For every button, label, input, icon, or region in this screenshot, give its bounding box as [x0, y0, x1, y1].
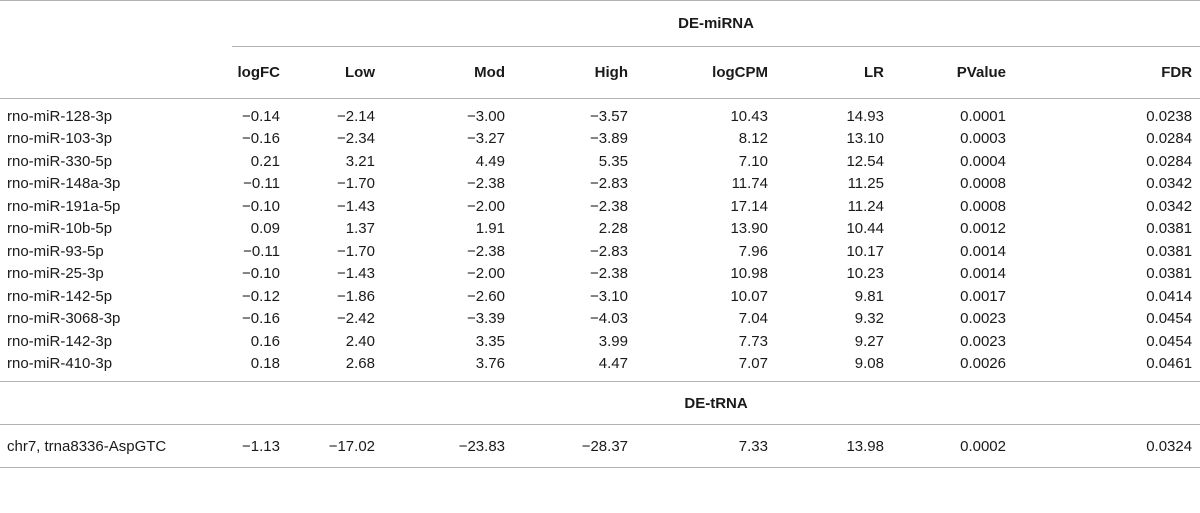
empty-section-cell	[0, 382, 232, 425]
table-cell: 0.0008	[960, 197, 1006, 215]
table-cell: 13.10	[846, 130, 884, 148]
row-label: chr7, trna8336-AspGTC	[0, 425, 232, 468]
table-cell: 8.12	[738, 130, 768, 148]
table-cell: 7.33	[675, 425, 815, 468]
table-cell: 0.0324	[1072, 425, 1200, 468]
table-cell: 0.0008	[960, 175, 1006, 193]
row-label: rno-miR-142-5p	[7, 287, 113, 305]
row-label: rno-miR-330-5p	[7, 152, 113, 170]
table-cell: −17.02	[327, 425, 422, 468]
table-cell: 0.0002	[935, 425, 1072, 468]
table-cell: −2.38	[590, 197, 628, 215]
table-cell: −3.57	[590, 107, 628, 125]
row-label-header	[0, 47, 232, 99]
table-cell: 0.09	[250, 220, 280, 238]
row-label: rno-miR-25-3p	[7, 265, 104, 283]
table-cell: −1.70	[337, 175, 375, 193]
table-row	[0, 425, 1200, 468]
table-cell: 11.74	[731, 175, 768, 193]
table-cell: −0.12	[242, 287, 280, 305]
table-cell: 11.25	[847, 175, 884, 193]
table-cell: −3.89	[590, 130, 628, 148]
table-cell: 0.0023	[960, 310, 1006, 328]
table-cell: 3.99	[598, 332, 628, 350]
table-row	[0, 195, 1200, 218]
table-cell: −2.38	[467, 242, 505, 260]
table-cell: 10.43	[730, 107, 768, 125]
table-cell: 0.0454	[1146, 310, 1193, 328]
table-cell: 1.91	[475, 220, 505, 238]
table-cell: −1.70	[337, 242, 375, 260]
table-cell: 5.35	[598, 152, 628, 170]
table-cell: 0.16	[250, 332, 280, 350]
table-cell: 0.0284	[1146, 152, 1193, 170]
table-row	[0, 240, 1200, 263]
table-cell: 2.28	[598, 220, 628, 238]
table-row	[0, 308, 1200, 331]
table-cell: 0.0017	[960, 287, 1006, 305]
table-cell: 0.0381	[1146, 220, 1193, 238]
col-header-pvalue: PValue	[956, 64, 1006, 81]
column-header-row	[0, 47, 1200, 99]
table-cell: 0.0381	[1146, 242, 1193, 260]
de-mirna-group-header: DE-miRNA	[232, 1, 1200, 47]
table-cell: −2.00	[467, 265, 505, 283]
table-cell: 13.90	[730, 220, 768, 238]
table-cell: −0.10	[242, 197, 280, 215]
table-cell: 0.0342	[1146, 175, 1193, 193]
table-cell: 3.21	[345, 152, 375, 170]
table-cell: 7.04	[738, 310, 768, 328]
table-cell: 7.73	[738, 332, 768, 350]
table-cell: −28.37	[552, 425, 675, 468]
table-cell: 0.0454	[1146, 332, 1193, 350]
table-row	[0, 218, 1200, 241]
table-cell: −1.86	[337, 287, 375, 305]
table-cell: −2.60	[467, 287, 505, 305]
row-label: rno-miR-410-3p	[7, 355, 113, 373]
table-cell: 0.0012	[960, 220, 1006, 238]
table-cell: −2.83	[590, 175, 628, 193]
table-cell: 3.35	[475, 332, 505, 350]
table-cell: 0.0342	[1146, 197, 1193, 215]
row-label: rno-miR-191a-5p	[7, 197, 121, 215]
table-cell: 9.27	[854, 332, 884, 350]
trna-table-body	[0, 425, 1200, 468]
row-label: rno-miR-103-3p	[7, 130, 113, 148]
table-row	[0, 263, 1200, 286]
table-cell: −4.03	[590, 310, 628, 328]
table-cell: 0.0014	[960, 265, 1006, 283]
table-cell: −0.16	[242, 310, 280, 328]
col-header-logfc: logFC	[237, 64, 280, 81]
table-cell: −3.39	[467, 310, 505, 328]
table-row	[0, 285, 1200, 308]
table-cell: 4.49	[475, 152, 505, 170]
table-cell: 4.47	[598, 355, 628, 373]
table-row	[0, 353, 1200, 382]
table-cell: 7.10	[738, 152, 768, 170]
table-cell: 0.21	[250, 152, 280, 170]
table-cell: 17.14	[730, 197, 768, 215]
de-trna-group-header: DE-tRNA	[232, 382, 1200, 425]
table-row	[0, 99, 1200, 128]
table-cell: 0.0461	[1146, 355, 1193, 373]
table-cell: 0.0023	[960, 332, 1006, 350]
table-cell: 0.0381	[1146, 265, 1193, 283]
table-cell: 0.0026	[960, 355, 1006, 373]
table-cell: 0.0014	[960, 242, 1006, 260]
table-cell: −2.34	[337, 130, 375, 148]
table-cell: −2.83	[590, 242, 628, 260]
table-cell: −2.42	[337, 310, 375, 328]
mirna-table-body	[0, 99, 1200, 382]
table-cell: −1.43	[337, 265, 375, 283]
table-cell: 3.76	[475, 355, 505, 373]
row-label: rno-miR-10b-5p	[7, 220, 113, 238]
row-label: rno-miR-142-3p	[7, 332, 113, 350]
group-header-row	[0, 1, 1200, 47]
table-cell: −0.10	[242, 265, 280, 283]
table-row	[0, 173, 1200, 196]
table-cell: 14.93	[846, 107, 884, 125]
row-label: rno-miR-93-5p	[7, 242, 104, 260]
col-header-lr: LR	[864, 64, 884, 81]
table-cell: 0.0284	[1146, 130, 1193, 148]
col-header-mod: Mod	[474, 64, 505, 81]
table-cell: −2.14	[337, 107, 375, 125]
table-cell: 0.0001	[960, 107, 1006, 125]
table-cell: 7.96	[738, 242, 768, 260]
table-cell: −3.27	[467, 130, 505, 148]
table-cell: 0.0414	[1146, 287, 1193, 305]
table-cell: 10.07	[730, 287, 768, 305]
table-cell: 11.24	[847, 197, 884, 215]
table-cell: 9.08	[854, 355, 884, 373]
table-row	[0, 128, 1200, 151]
table-cell: −2.00	[467, 197, 505, 215]
table-cell: −3.10	[590, 287, 628, 305]
row-label: rno-miR-128-3p	[7, 107, 113, 125]
table-cell: −3.00	[467, 107, 505, 125]
table-cell: 1.37	[345, 220, 375, 238]
col-header-low: Low	[345, 64, 375, 81]
table-cell: −0.11	[243, 242, 280, 260]
empty-corner-cell	[0, 1, 232, 47]
table-cell: 10.98	[730, 265, 768, 283]
table-row	[0, 150, 1200, 173]
col-header-logcpm: logCPM	[712, 64, 768, 81]
col-header-high: High	[594, 64, 628, 81]
table-cell: 9.81	[854, 287, 884, 305]
row-label: rno-miR-3068-3p	[7, 310, 121, 328]
table-cell: 10.23	[846, 265, 884, 283]
table-cell: 9.32	[854, 310, 884, 328]
table-cell: −23.83	[422, 425, 552, 468]
table-cell: 2.40	[345, 332, 375, 350]
table-cell: 0.0003	[960, 130, 1006, 148]
table-cell: 10.17	[846, 242, 884, 260]
table-cell: 0.0004	[960, 152, 1006, 170]
table-cell: −2.38	[590, 265, 628, 283]
table-cell: −1.13	[232, 425, 327, 468]
row-label: rno-miR-148a-3p	[7, 175, 121, 193]
table-cell: 0.18	[250, 355, 280, 373]
table-cell: −2.38	[467, 175, 505, 193]
table-cell: 13.98	[815, 425, 935, 468]
table-cell: 10.44	[846, 220, 884, 238]
table-cell: −0.11	[243, 175, 280, 193]
table-cell: 2.68	[345, 355, 375, 373]
table-cell: −1.43	[337, 197, 375, 215]
table-cell: −0.14	[242, 107, 280, 125]
de-trna-section-row	[0, 382, 1200, 425]
table-cell: −0.16	[242, 130, 280, 148]
col-header-fdr: FDR	[1161, 64, 1193, 81]
table-cell: 7.07	[738, 355, 768, 373]
table-cell: 0.0238	[1146, 107, 1193, 125]
table-row	[0, 330, 1200, 353]
table-cell: 12.54	[846, 152, 884, 170]
